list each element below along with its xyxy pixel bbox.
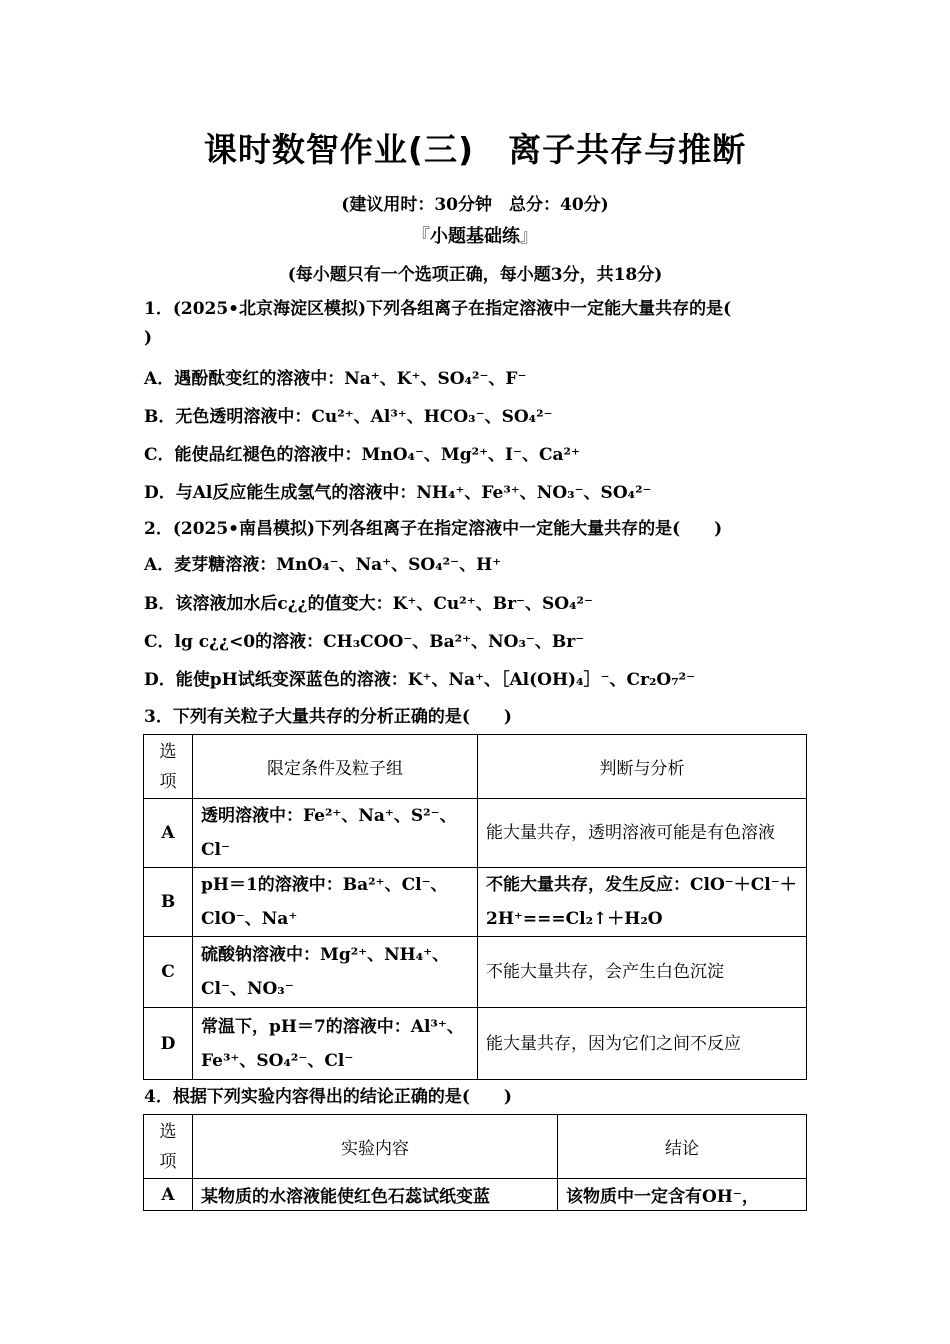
header-option: 选项 bbox=[144, 735, 193, 799]
header-content: 实验内容 bbox=[193, 1115, 558, 1179]
row-judgement: 不能大量共存，会产生白色沉淀 bbox=[478, 937, 807, 1008]
row-option: A bbox=[144, 1179, 193, 1211]
table-header-row bbox=[144, 1115, 807, 1179]
scoring-note: (每小题只有一个选项正确，每小题3分，共18分) bbox=[287, 265, 663, 285]
row-judgement: 能大量共存，因为它们之间不反应 bbox=[478, 1008, 807, 1080]
row-judgement: 能大量共存，透明溶液可能是有色溶液 bbox=[478, 799, 807, 868]
q1-stem: 1．(2025•北京海淀区模拟)下列各组离子在指定溶液中一定能大量共存的是( bbox=[144, 299, 732, 319]
q1-option-b: B．无色透明溶液中：Cu²⁺、Al³⁺、HCO₃⁻、SO₄²⁻ bbox=[144, 407, 553, 427]
row-conclusion: 该物质中一定含有OH⁻， bbox=[558, 1179, 807, 1211]
section-bracket-right: 』 bbox=[520, 226, 538, 247]
row-condition: pH＝1的溶液中：Ba²⁺、Cl⁻、ClO⁻、Na⁺ bbox=[193, 868, 478, 937]
table-row bbox=[144, 1008, 807, 1080]
q2-option-d: D．能使pH试纸变深蓝色的溶液：K⁺、Na⁺、［Al(OH)₄］⁻、Cr₂O₇²⁻ bbox=[144, 670, 696, 690]
table-row bbox=[144, 1179, 807, 1211]
row-option: D bbox=[144, 1008, 193, 1080]
table-row bbox=[144, 937, 807, 1008]
row-condition: 硫酸钠溶液中：Mg²⁺、NH₄⁺、Cl⁻、NO₃⁻ bbox=[193, 937, 478, 1008]
section-heading bbox=[0, 222, 950, 248]
row-condition: 常温下，pH＝7的溶液中：Al³⁺、Fe³⁺、SO₄²⁻、Cl⁻ bbox=[193, 1008, 478, 1080]
q2-stem: 2．(2025•南昌模拟)下列各组离子在指定溶液中一定能大量共存的是( ) bbox=[144, 519, 723, 539]
q3-stem: 3．下列有关粒子大量共存的分析正确的是( ) bbox=[144, 707, 512, 727]
q2-option-a: A．麦芽糖溶液：MnO₄⁻、Na⁺、SO₄²⁻、H⁺ bbox=[144, 555, 502, 575]
row-option: A bbox=[144, 799, 193, 868]
q1-option-a: A．遇酚酞变红的溶液中：Na⁺、K⁺、SO₄²⁻、F⁻ bbox=[144, 369, 527, 389]
section-bracket-left: 『 bbox=[412, 226, 430, 247]
table-header-row bbox=[144, 735, 807, 799]
header-option: 选项 bbox=[144, 1115, 193, 1179]
q4-stem: 4．根据下列实验内容得出的结论正确的是( ) bbox=[144, 1087, 512, 1107]
q1-option-d: D．与Al反应能生成氢气的溶液中：NH₄⁺、Fe³⁺、NO₃⁻、SO₄²⁻ bbox=[144, 483, 652, 503]
table-row bbox=[144, 799, 807, 868]
q2-option-c: C．lg c¿¿<0的溶液：CH₃COO⁻、Ba²⁺、NO₃⁻、Br⁻ bbox=[144, 632, 585, 652]
header-judgement: 判断与分析 bbox=[478, 735, 807, 799]
q1-stem-end: ) bbox=[144, 328, 153, 348]
page-title: 课时数智作业(三) 离子共存与推断 bbox=[203, 130, 747, 169]
q1-option-c: C．能使品红褪色的溶液中：MnO₄⁻、Mg²⁺、I⁻、Ca²⁺ bbox=[144, 445, 580, 465]
row-content: 某物质的水溶液能使红色石蕊试纸变蓝 bbox=[193, 1179, 558, 1211]
section-label: 小题基础练 bbox=[430, 226, 520, 247]
time-note: (建议用时：30分钟 总分：40分) bbox=[341, 195, 609, 215]
q4-table bbox=[143, 1114, 807, 1211]
header-condition: 限定条件及粒子组 bbox=[193, 735, 478, 799]
row-option: B bbox=[144, 868, 193, 937]
header-conclusion: 结论 bbox=[558, 1115, 807, 1179]
q2-option-b: B．该溶液加水后c¿¿的值变大：K⁺、Cu²⁺、Br⁻、SO₄²⁻ bbox=[144, 594, 593, 614]
table-row bbox=[144, 868, 807, 937]
row-condition: 透明溶液中：Fe²⁺、Na⁺、S²⁻、Cl⁻ bbox=[193, 799, 478, 868]
row-option: C bbox=[144, 937, 193, 1008]
q3-table bbox=[143, 734, 807, 1080]
row-judgement: 不能大量共存，发生反应：ClO⁻＋Cl⁻＋2H⁺===Cl₂↑＋H₂O bbox=[478, 868, 807, 937]
